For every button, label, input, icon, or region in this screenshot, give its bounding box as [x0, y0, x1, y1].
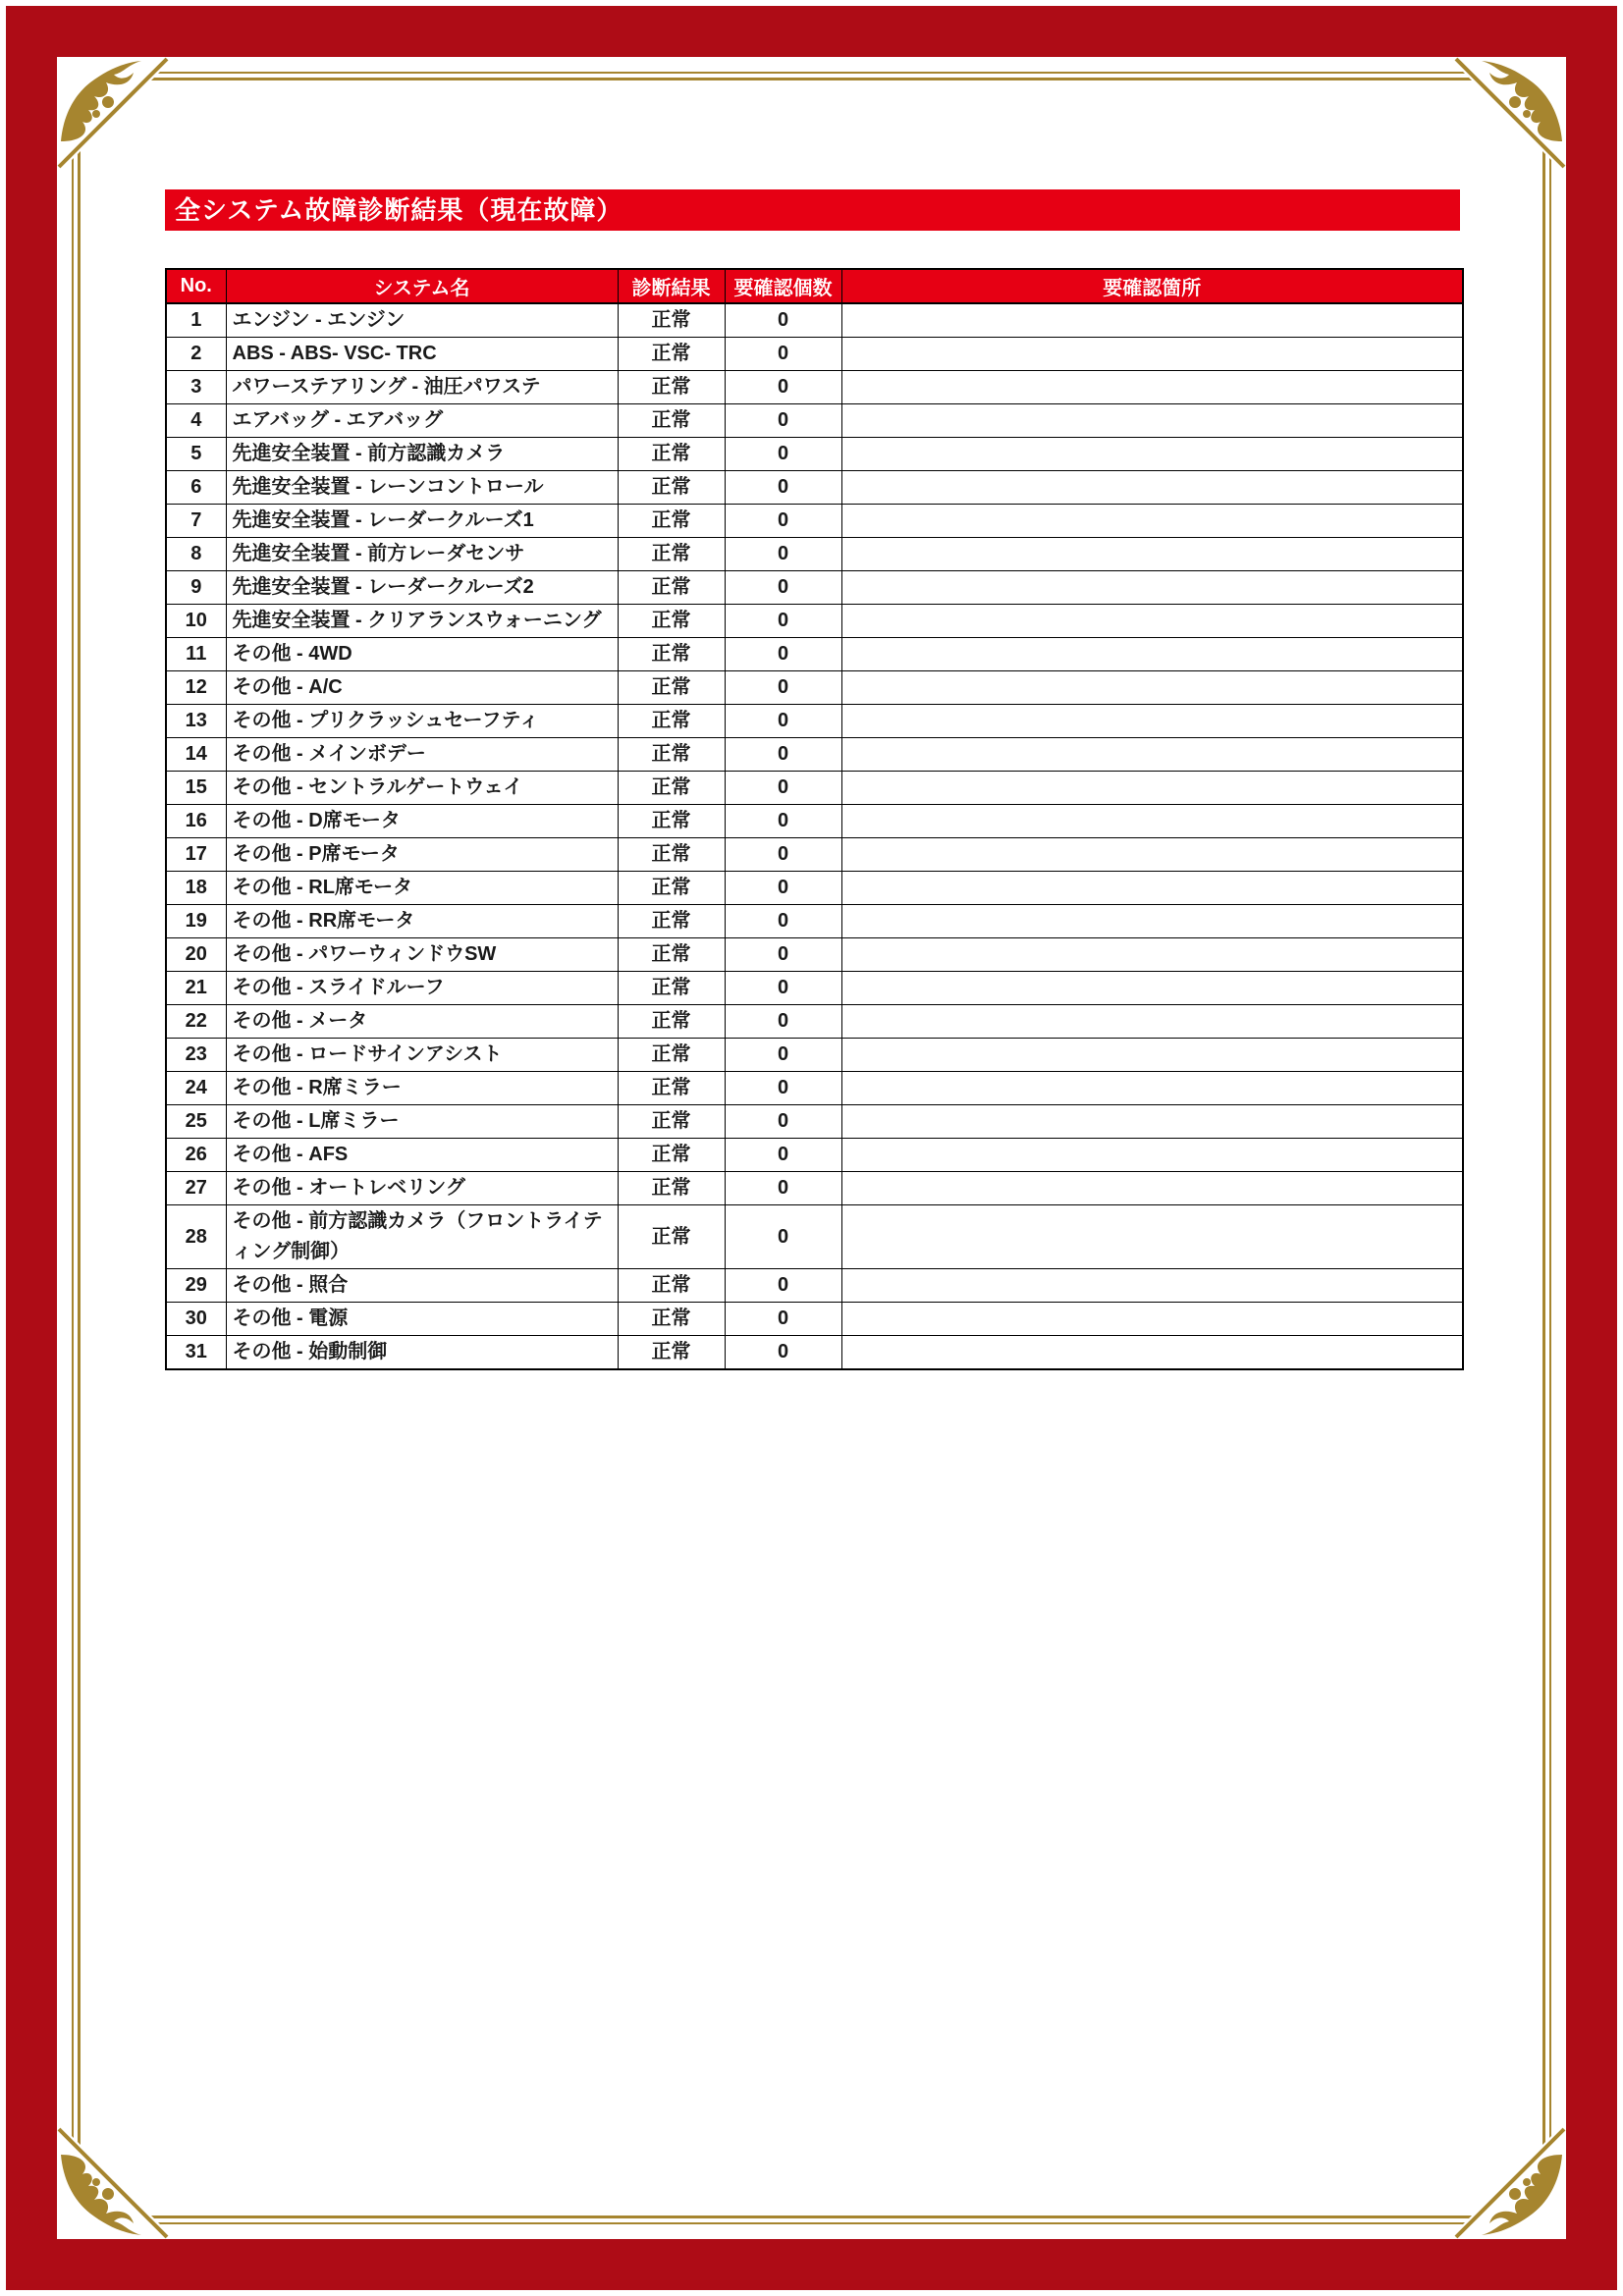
table-row	[166, 404, 1463, 438]
cell-result: 正常	[618, 338, 725, 371]
cell-locations	[841, 1105, 1463, 1139]
cell-no: 5	[166, 438, 226, 471]
cell-system: 先進安全装置 - 前方レーダセンサ	[226, 538, 618, 571]
cell-system: その他 - AFS	[226, 1139, 618, 1172]
cell-result: 正常	[618, 938, 725, 972]
cell-result: 正常	[618, 671, 725, 705]
cell-result: 正常	[618, 1139, 725, 1172]
cell-no: 21	[166, 972, 226, 1005]
table-row	[166, 1139, 1463, 1172]
table-row	[166, 705, 1463, 738]
cell-result: 正常	[618, 1303, 725, 1336]
cell-no: 22	[166, 1005, 226, 1039]
table-row	[166, 671, 1463, 705]
cell-count: 0	[725, 1336, 841, 1370]
cell-count: 0	[725, 1205, 841, 1269]
table-row	[166, 303, 1463, 338]
cell-no: 4	[166, 404, 226, 438]
cell-count: 0	[725, 905, 841, 938]
cell-result: 正常	[618, 872, 725, 905]
cell-locations	[841, 1205, 1463, 1269]
cell-result: 正常	[618, 371, 725, 404]
cell-locations	[841, 972, 1463, 1005]
cell-count: 0	[725, 1172, 841, 1205]
cell-system: 先進安全装置 - レーンコントロール	[226, 471, 618, 505]
cell-locations	[841, 805, 1463, 838]
cell-result: 正常	[618, 471, 725, 505]
diagnosis-table-body	[166, 303, 1463, 1369]
table-row	[166, 438, 1463, 471]
cell-locations	[841, 538, 1463, 571]
table-row	[166, 338, 1463, 371]
table-row	[166, 1205, 1463, 1269]
cell-locations	[841, 471, 1463, 505]
cell-count: 0	[725, 671, 841, 705]
table-row	[166, 838, 1463, 872]
cell-locations	[841, 638, 1463, 671]
corner-ornament-top-right	[1448, 57, 1566, 175]
cell-no: 28	[166, 1205, 226, 1269]
cell-no: 6	[166, 471, 226, 505]
cell-result: 正常	[618, 605, 725, 638]
cell-count: 0	[725, 404, 841, 438]
cell-system: その他 - 4WD	[226, 638, 618, 671]
cell-locations	[841, 838, 1463, 872]
table-row	[166, 805, 1463, 838]
table-row	[166, 505, 1463, 538]
cell-result: 正常	[618, 1072, 725, 1105]
cell-no: 14	[166, 738, 226, 772]
cell-no: 23	[166, 1039, 226, 1072]
cell-result: 正常	[618, 303, 725, 338]
cell-system: その他 - D席モータ	[226, 805, 618, 838]
table-row	[166, 1336, 1463, 1370]
cell-count: 0	[725, 471, 841, 505]
cell-count: 0	[725, 371, 841, 404]
cell-system: その他 - メータ	[226, 1005, 618, 1039]
cell-count: 0	[725, 1303, 841, 1336]
cell-locations	[841, 404, 1463, 438]
cell-no: 29	[166, 1269, 226, 1303]
cell-result: 正常	[618, 738, 725, 772]
cell-system: エンジン - エンジン	[226, 303, 618, 338]
cell-result: 正常	[618, 404, 725, 438]
cell-result: 正常	[618, 538, 725, 571]
table-row	[166, 1105, 1463, 1139]
table-row	[166, 371, 1463, 404]
cell-locations	[841, 505, 1463, 538]
cell-locations	[841, 938, 1463, 972]
cell-system: その他 - セントラルゲートウェイ	[226, 772, 618, 805]
header-system: システム名	[226, 269, 618, 303]
cell-no: 27	[166, 1172, 226, 1205]
cell-system: パワーステアリング - 油圧パワステ	[226, 371, 618, 404]
cell-result: 正常	[618, 638, 725, 671]
cell-result: 正常	[618, 1105, 725, 1139]
cell-count: 0	[725, 1039, 841, 1072]
cell-result: 正常	[618, 905, 725, 938]
table-row	[166, 638, 1463, 671]
cell-system: その他 - 始動制御	[226, 1336, 618, 1370]
cell-count: 0	[725, 638, 841, 671]
cell-system: その他 - スライドルーフ	[226, 972, 618, 1005]
cell-no: 10	[166, 605, 226, 638]
cell-count: 0	[725, 1072, 841, 1105]
cell-system: 先進安全装置 - 前方認識カメラ	[226, 438, 618, 471]
cell-count: 0	[725, 972, 841, 1005]
cell-locations	[841, 338, 1463, 371]
cell-system: 先進安全装置 - クリアランスウォーニング	[226, 605, 618, 638]
cell-locations	[841, 671, 1463, 705]
cell-no: 8	[166, 538, 226, 571]
cell-count: 0	[725, 938, 841, 972]
cell-system: その他 - RR席モータ	[226, 905, 618, 938]
cell-locations	[841, 1336, 1463, 1370]
cell-count: 0	[725, 538, 841, 571]
cell-result: 正常	[618, 972, 725, 1005]
cell-locations	[841, 772, 1463, 805]
table-row	[166, 1072, 1463, 1105]
cell-result: 正常	[618, 1205, 725, 1269]
cell-result: 正常	[618, 838, 725, 872]
cell-result: 正常	[618, 438, 725, 471]
table-row	[166, 972, 1463, 1005]
cell-locations	[841, 605, 1463, 638]
cell-locations	[841, 371, 1463, 404]
cell-count: 0	[725, 605, 841, 638]
table-row	[166, 1303, 1463, 1336]
cell-no: 19	[166, 905, 226, 938]
cell-count: 0	[725, 303, 841, 338]
table-row	[166, 1005, 1463, 1039]
table-row	[166, 538, 1463, 571]
cell-no: 31	[166, 1336, 226, 1370]
cell-system: エアバッグ - エアバッグ	[226, 404, 618, 438]
cell-no: 24	[166, 1072, 226, 1105]
cell-system: その他 - RL席モータ	[226, 872, 618, 905]
table-row	[166, 1269, 1463, 1303]
cell-system: その他 - パワーウィンドウSW	[226, 938, 618, 972]
cell-count: 0	[725, 1005, 841, 1039]
cell-no: 17	[166, 838, 226, 872]
cell-locations	[841, 1303, 1463, 1336]
cell-locations	[841, 705, 1463, 738]
cell-locations	[841, 738, 1463, 772]
cell-no: 2	[166, 338, 226, 371]
cell-locations	[841, 1005, 1463, 1039]
cell-count: 0	[725, 738, 841, 772]
table-row	[166, 772, 1463, 805]
cell-locations	[841, 571, 1463, 605]
cell-locations	[841, 303, 1463, 338]
cell-locations	[841, 872, 1463, 905]
cell-no: 18	[166, 872, 226, 905]
cell-locations	[841, 1039, 1463, 1072]
cell-result: 正常	[618, 1039, 725, 1072]
corner-ornament-top-left	[57, 57, 175, 175]
cell-system: その他 - A/C	[226, 671, 618, 705]
cell-no: 12	[166, 671, 226, 705]
table-row	[166, 471, 1463, 505]
cell-locations	[841, 438, 1463, 471]
cell-result: 正常	[618, 1269, 725, 1303]
cell-result: 正常	[618, 571, 725, 605]
table-row	[166, 1172, 1463, 1205]
cell-system: その他 - R席ミラー	[226, 1072, 618, 1105]
page-title: 全システム故障診断結果（現在故障）	[165, 189, 1460, 231]
cell-system: 先進安全装置 - レーダークルーズ2	[226, 571, 618, 605]
cell-system: その他 - メインボデー	[226, 738, 618, 772]
cell-locations	[841, 1269, 1463, 1303]
header-locations: 要確認箇所	[841, 269, 1463, 303]
table-row	[166, 605, 1463, 638]
cell-result: 正常	[618, 772, 725, 805]
cell-system: その他 - P席モータ	[226, 838, 618, 872]
cell-system: ABS - ABS- VSC- TRC	[226, 338, 618, 371]
cell-system: その他 - オートレベリング	[226, 1172, 618, 1205]
cell-count: 0	[725, 1105, 841, 1139]
cell-no: 13	[166, 705, 226, 738]
cell-no: 3	[166, 371, 226, 404]
cell-no: 20	[166, 938, 226, 972]
cell-result: 正常	[618, 505, 725, 538]
cell-no: 1	[166, 303, 226, 338]
cell-no: 9	[166, 571, 226, 605]
table-row	[166, 872, 1463, 905]
cell-system: 先進安全装置 - レーダークルーズ1	[226, 505, 618, 538]
cell-no: 26	[166, 1139, 226, 1172]
cell-count: 0	[725, 338, 841, 371]
header-count: 要確認個数	[725, 269, 841, 303]
cell-result: 正常	[618, 1336, 725, 1370]
table-row	[166, 938, 1463, 972]
cell-locations	[841, 905, 1463, 938]
cell-no: 7	[166, 505, 226, 538]
cell-no: 16	[166, 805, 226, 838]
table-row	[166, 571, 1463, 605]
cell-system: その他 - 電源	[226, 1303, 618, 1336]
cell-system: その他 - ロードサインアシスト	[226, 1039, 618, 1072]
cell-count: 0	[725, 705, 841, 738]
cell-result: 正常	[618, 705, 725, 738]
cell-count: 0	[725, 805, 841, 838]
cell-count: 0	[725, 571, 841, 605]
cell-system: その他 - L席ミラー	[226, 1105, 618, 1139]
corner-ornament-bottom-right	[1448, 2121, 1566, 2239]
cell-locations	[841, 1072, 1463, 1105]
cell-count: 0	[725, 838, 841, 872]
table-row	[166, 905, 1463, 938]
cell-count: 0	[725, 872, 841, 905]
cell-result: 正常	[618, 1172, 725, 1205]
corner-ornament-bottom-left	[57, 2121, 175, 2239]
cell-system: その他 - 照合	[226, 1269, 618, 1303]
cell-count: 0	[725, 438, 841, 471]
cell-count: 0	[725, 505, 841, 538]
cell-locations	[841, 1139, 1463, 1172]
cell-system: その他 - プリクラッシュセーフティ	[226, 705, 618, 738]
cell-no: 30	[166, 1303, 226, 1336]
cell-result: 正常	[618, 1005, 725, 1039]
header-no: No.	[166, 269, 226, 303]
cell-locations	[841, 1172, 1463, 1205]
cell-count: 0	[725, 1139, 841, 1172]
cell-system: その他 - 前方認識カメラ（フロントライティング制御）	[226, 1205, 618, 1269]
table-row	[166, 1039, 1463, 1072]
cell-no: 25	[166, 1105, 226, 1139]
header-result: 診断結果	[618, 269, 725, 303]
cell-no: 15	[166, 772, 226, 805]
cell-no: 11	[166, 638, 226, 671]
cell-count: 0	[725, 1269, 841, 1303]
diagnosis-table	[165, 268, 1464, 1370]
cell-result: 正常	[618, 805, 725, 838]
table-row	[166, 738, 1463, 772]
cell-count: 0	[725, 772, 841, 805]
table-header-row	[166, 269, 1463, 303]
